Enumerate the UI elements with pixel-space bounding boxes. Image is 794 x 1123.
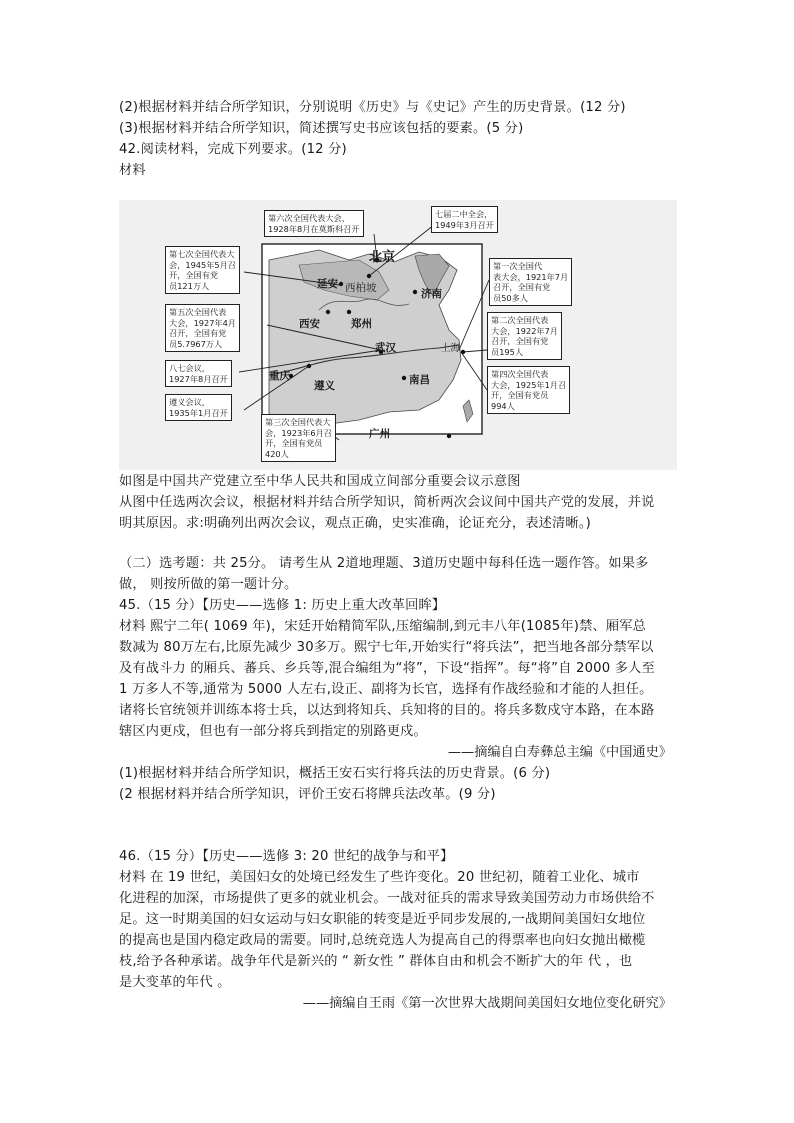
question-45-source: ——摘编自白寿彝总主编《中国通史》 — [447, 745, 672, 760]
question-46-title: 46.（15 分）【历史——选修 3: 20 世纪的战争与和平】 — [119, 849, 454, 864]
meeting-box-7th-2nd-plenum: 七届二中全会， 1949年3月召开 — [431, 206, 498, 233]
elective-instructions-cont: 做， 则按所做的第一题计分。 — [119, 577, 298, 592]
city-beijing: 北京 — [369, 250, 396, 265]
meeting-box-sixth-congress: 第六次全国代表大会， 1928年8月在莫斯科召开 — [264, 210, 364, 237]
meeting-box-fourth-congress: 第四次全国代表 大会，1925年1月召 开，全国有党员 994人 — [487, 366, 570, 414]
city-zunyi: 遵义 — [314, 380, 335, 392]
question-41-part2: (2)根据材料并结合所学知识，分别说明《历史》与《史记》产生的历史背景。(12 分) — [119, 100, 626, 115]
elective-instructions: （二）选考题：共 25分。 请考生从 2道地理题、3道历史题中每科任选一题作答。如果多 — [119, 556, 649, 571]
city-yanan: 延安 — [317, 278, 338, 290]
question-46-material-line: 足。这一时期美国的妇女运动与妇女职能的转变是近乎同步发展的,一战期间美国妇女地位 — [119, 912, 646, 927]
city-xian: 西安 — [299, 318, 320, 330]
question-45-material-line: 辖区内更戍，但也有一部分将兵到指定的别路更戍。 — [119, 724, 427, 739]
question-46-material-line: 化进程的加深，市场提供了更多的就业机会。一战对征兵的需求导致美国劳动力市场供给不 — [119, 891, 655, 906]
question-45-material-line: 诸将长官统领并训练本将士兵，以达到将知兵、兵知将的目的。将兵多数戍守本路，在本路 — [119, 703, 655, 718]
question-46-material-line: 的提高也是国内稳定政局的需要。同时,总统竞选人为提高自己的得票率也向妇女抛出橄榄 — [119, 933, 646, 948]
question-45-sub2: (2 根据材料并结合所学知识，评价王安石将牌兵法改革。(9 分) — [119, 787, 496, 802]
question-42-requirement: 从图中任选两次会议，根据材料并结合所学知识，简析两次会议间中国共产党的发展，并说 — [119, 495, 655, 510]
city-chongqing: 重庆 — [269, 370, 290, 382]
meeting-box-zunyi: 遵义会议， 1935年1月召开 — [165, 394, 232, 421]
question-45-material-line: 1 万多人不等,通常为 5000 人左右,设正、副将为长官，选择有作战经验和才能的人担任。 — [119, 682, 653, 697]
city-jinan: 济南 — [421, 288, 442, 300]
question-45-material-line: 数减为 80万左右,比原先减少 30多万。熙宁七年,开始实行“将兵法”，把当地各部分禁军以 — [119, 640, 654, 655]
meeting-box-seventh-congress: 第七次全国代表大 会，1945年5月召 开，全国有党 员121万人 — [165, 246, 240, 294]
question-46-material-line: 枝,给予各种承诺。战争年代是新兴的 “ 新女性 ” 群体自由和机会不断扩大的年 代 ，也 — [119, 954, 633, 969]
city-zhengzhou: 郑州 — [351, 318, 372, 330]
question-45-material-line: 材料 熙宁二年( 1069 年)，宋廷开始精简军队,压缩编制,到元丰八年(1085年)禁、厢军总 — [119, 619, 647, 634]
question-46-material-line: 材料 在 19 世纪，美国妇女的处境已经发生了些许变化。20 世纪初，随着工业化、城市 — [119, 870, 640, 885]
city-wuhan: 武汉 — [375, 342, 396, 354]
question-42-requirement-cont: 明其原因。求:明确列出两次会议，观点正确，史实准确，论证充分，表述清晰。) — [119, 516, 591, 531]
meeting-box-third-congress: 第三次全国代表大 会，1923年6月召 开，全国有党员 420人 — [261, 414, 336, 462]
city-nanchang: 南昌 — [409, 374, 430, 386]
city-shanghai: 上海 — [441, 343, 461, 354]
meeting-box-fifth-congress: 第五次全国代表 大会，1927年4月 召开，全国有党 员5.7967万人 — [165, 304, 240, 352]
city-xibaipo: 西柏坡 — [345, 282, 377, 294]
question-42-title: 42.阅读材料，完成下列要求。(12 分) — [119, 142, 347, 157]
city-guangzhou: 广州 — [369, 428, 390, 440]
cpc-meetings-map — [119, 200, 677, 470]
question-41-part3: (3)根据材料并结合所学知识，简述撰写史书应该包括的要素。(5 分) — [119, 121, 524, 136]
map-caption: 如图是中国共产党建立至中华人民共和国成立间部分重要会议示意图 — [119, 474, 521, 489]
question-45-title: 45.（15 分）【历史——选修 1: 历史上重大改革回眸】 — [119, 598, 446, 613]
meeting-box-first-congress: 第一次全国代 表大会，1921年7月 召开，全国有党 员50多人 — [489, 258, 572, 306]
question-46-source: ——摘编自王雨《第一次世界大战期间美国妇女地位变化研究》 — [302, 996, 672, 1011]
meeting-box-august-seventh: 八七会议， 1927年8月召开 — [165, 360, 232, 387]
question-45-sub1: (1)根据材料并结合所学知识，概括王安石实行将兵法的历史背景。(6 分) — [119, 766, 551, 781]
question-42-material-label: 材料 — [119, 163, 146, 178]
question-46-material-line: 是大变革的年代 。 — [119, 975, 231, 990]
question-45-material-line: 及有战斗力 的厢兵、蕃兵、乡兵等,混合编组为“将”，下设“指挥”。每“将”自 2000 多人至 — [119, 661, 655, 676]
meeting-box-second-congress: 第二次全国代表 大会，1922年7月 召开，全国有党 员195人 — [487, 312, 562, 360]
